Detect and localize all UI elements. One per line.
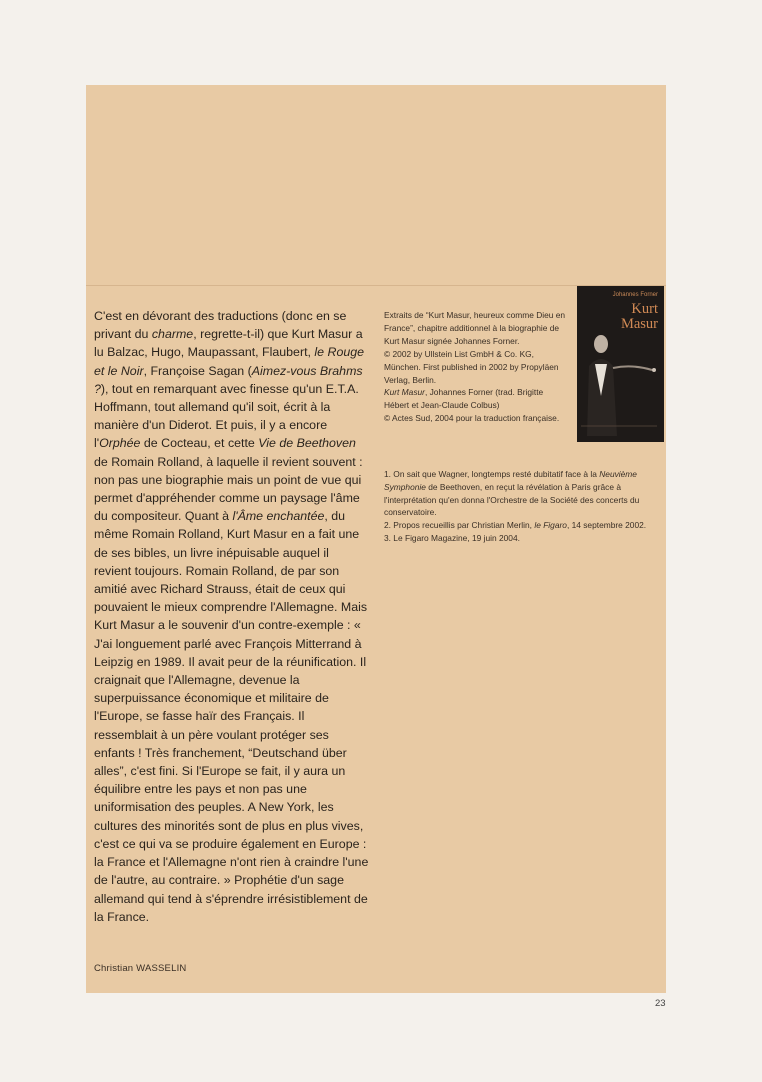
author-signature: Christian WASSELIN	[94, 963, 187, 974]
footnote-1: 1. On sait que Wagner, longtemps resté dubitatif face à la Neuvième Symphonie de Beethoven, en reçut la révélation à Paris grâce à l'interprétation qu'en donna l'Orchestre de la Société des concerts du conservatoire.	[384, 469, 640, 518]
book-cover	[577, 286, 664, 442]
footnote-2: 2. Propos recueillis par Christian Merlin, le Figaro, 14 septembre 2002.	[384, 520, 647, 531]
footnote-3: 3. Le Figaro Magazine, 19 juin 2004.	[384, 532, 520, 543]
main-article-text: C'est en dévorant des traductions (donc en se privant du charme, regrette-t-il) que Kurt Masur a lu Balzac, Hugo, Maupassant, Flaubert, le Rouge et le Noir, Françoise Sagan (Aimez-vous Brahms ?), tout en remarquant avec finesse qu'un E.T.A. Hoffmann, tout allemand qu'il soit, écrit à la manière d'un Diderot. Et puis, il y a encore l'Orphée de Cocteau, et cette Vie de Beethoven de Romain Rolland, à laquelle il revient souvent : non pas une biographie mais un point de vue qui permet d'appréhender comme un paysage l'âme du compositeur. Quant à l'Âme enchantée, du même Romain Rolland, Kurt Masur en a fait une de ses bibles, un livre inépuisable auquel il revient toujours. Romain Rolland, de par son amitié avec Richard Strauss, était de ceux qui pouvaient le mieux comprendre l'Allemagne. Mais Kurt Masur a le souvenir d'un contre-exemple : « J'ai longuement parlé avec François Mitterrand à Leipzig en 1989. Il avait peur de la réunification. Il craignait que l'Allemagne, devenue la superpuissance économique et militaire de l'Europe, se fasse haïr des Français. Il ressemblait à un père voulant protéger ses enfants ! Très franchement, “Deutschand über alles”, c'est fini. Si l'Europe se fait, il y aura un équilibre entre les pays et non pas une uniformisation des peuples. A New York, les cultures des minorités sont de plus en plus vives, c'est ce qui va se produire également en Europe : la France et l'Allemagne n'ont rien à craindre l'une de l'autre, au contraire. » Prophétie d'un sage allemand qui tend à s'éprendre irrésistiblement de la France.	[94, 309, 369, 924]
book-author: Johannes Forner	[612, 292, 658, 298]
footnotes	[384, 468, 659, 545]
excerpt-credits: Extraits de “Kurt Masur, heureux comme Dieu en France”, chapitre additionnel à la biographie de Kurt Masur signée Johannes Forner. © 2002 by Ullstein List GmbH & Co. KG, München. First published in 2002 by Propyläen Verlag, Berlin. Kurt Masur, Johannes Forner (trad. Brigitte Hébert et Jean-Claude Colbus) © Actes Sud, 2004 pour la traduction française.	[384, 310, 566, 424]
page-number: 23	[655, 998, 666, 1009]
book-title: Kurt Masur	[620, 301, 658, 332]
beige-panel	[86, 85, 666, 993]
